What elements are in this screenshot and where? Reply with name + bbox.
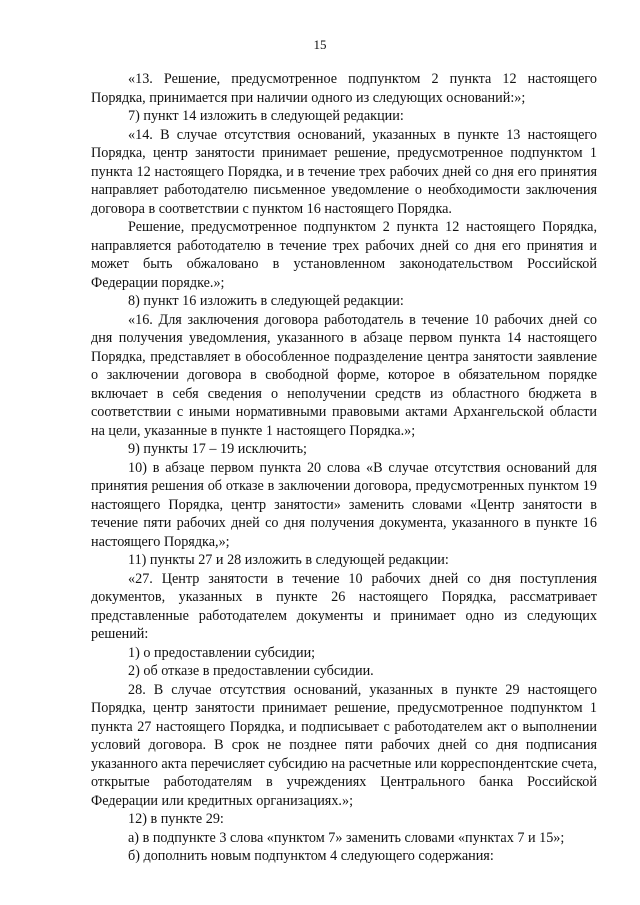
- paragraph: «14. В случае отсутствия оснований, указанных в пункте 13 настоящего Порядка, центр занятости принимает решение, предусмотренное подпунктом 1 пункта 12 настоящего Порядка, и в течение трех рабочих дней со дня его принятия направляет работодателю письменное уведомление о необходимости заключения договора в соответствии с пунктом 16 настоящего Порядка.: [91, 126, 597, 217]
- paragraph: 10) в абзаце первом пункта 20 слова «В случае отсутствия оснований для принятия решения об отказе в заключении договора, предусмотренных пунктом 19 настоящего Порядка, центр занятости» заменить словами «Центр занятости в течение пяти рабочих дней со дня получения документа, указанного в пункте 16 настоящего Порядка,»;: [91, 459, 597, 550]
- paragraph: 12) в пункте 29:: [128, 811, 224, 827]
- paragraph: 1) о предоставлении субсидии;: [128, 644, 316, 661]
- paragraph: «27. Центр занятости в течение 10 рабочих дней со дня поступления документов, указанных в пункте 26 настоящего Порядка, рассматривает представленные работодателем документы и принимает одно из следующих решений:: [91, 570, 597, 642]
- paragraph: Решение, предусмотренное подпунктом 2 пункта 12 настоящего Порядка, направляется работодателю в течение трех рабочих дней со дня его принятия и может быть обжаловано в установленном законодательством Российской Федерации порядке.»;: [91, 219, 597, 291]
- paragraph: б) дополнить новым подпунктом 4 следующего содержания:: [128, 848, 494, 864]
- paragraph: «13. Решение, предусмотренное подпунктом 2 пункта 12 настоящего Порядка, принимается при наличии одного из следующих оснований:»;: [91, 71, 597, 106]
- paragraph: «16. Для заключения договора работодатель в течение 10 рабочих дней со дня получения уведомления, указанного в абзаце первом пункта 14 настоящего Порядка, представляет в обособленное подразделение центра занятости заявление о заключении договора в свободной форме, которое в обязательном порядке включает в себя сведения о неполучении средств из областного бюджета в соответствии с иными нормативными правовыми актами Архангельской области на цели, указанные в пункте 1 настоящего Порядка.»;: [91, 311, 597, 439]
- paragraph: 2) об отказе в предоставлении субсидии.: [128, 663, 374, 679]
- document-body: [91, 70, 597, 866]
- paragraph: 9) пункты 17 – 19 исключить;: [128, 441, 307, 457]
- paragraph: 8) пункт 16 изложить в следующей редакции:: [128, 293, 404, 309]
- paragraph: 7) пункт 14 изложить в следующей редакции:: [128, 108, 404, 124]
- paragraph: 11) пункты 27 и 28 изложить в следующей редакции:: [128, 552, 449, 568]
- paragraph: а) в подпункте 3 слова «пунктом 7» заменить словами «пунктах 7 и 15»;: [128, 829, 565, 846]
- page-number: 15: [313, 37, 327, 52]
- paragraph: 28. В случае отсутствия оснований, указанных в пункте 29 настоящего Порядка, центр занятости принимает решение, предусмотренное подпунктом 1 пункта 27 настоящего Порядка, и подписывает с работодателем акт о выполнении условий договора. В срок не позднее пяти рабочих дней со дня подписания указанного акта перечисляет субсидию на расчетные или корреспондентские счета, открытые работодателям в учреждениях Центрального банка Российской Федерации или кредитных организациях.»;: [91, 681, 597, 809]
